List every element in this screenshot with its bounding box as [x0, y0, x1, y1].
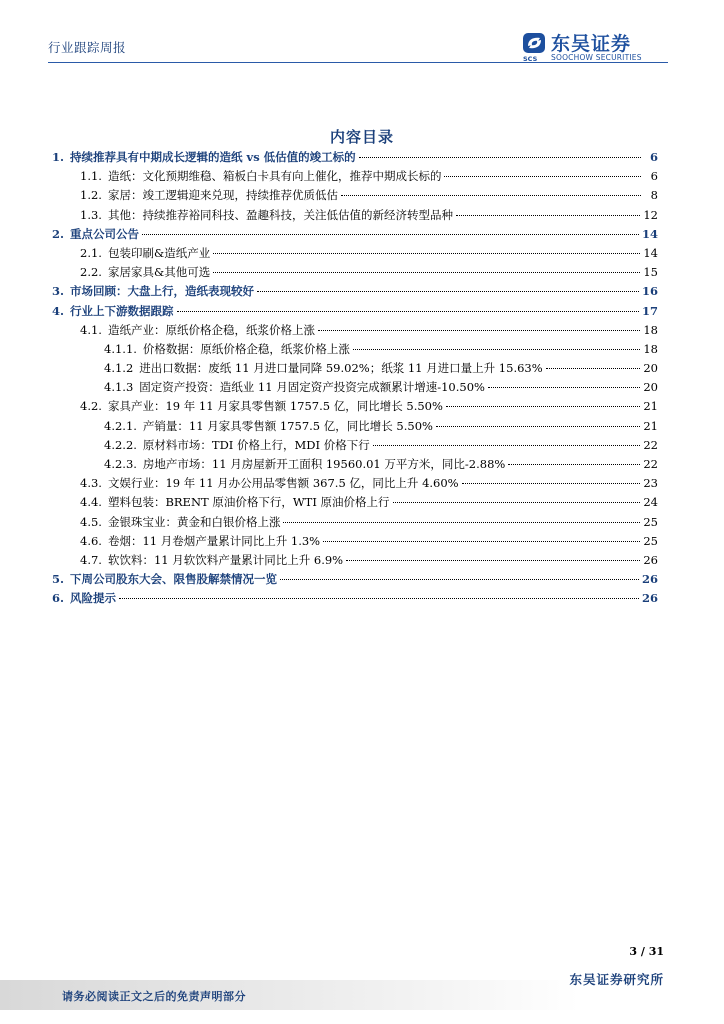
page-number: 3 / 31 [629, 945, 664, 958]
toc-entry[interactable] [48, 417, 658, 436]
toc-entry-title: 市场回顾：大盘上行，造纸表现较好 [70, 284, 255, 299]
toc-entry-page: 12 [643, 207, 658, 222]
toc-entry[interactable] [48, 340, 658, 359]
toc-leader-dots [456, 215, 640, 216]
toc-entry-title: 包装印刷&造纸产业 [107, 245, 211, 260]
toc-entry[interactable] [48, 493, 658, 512]
toc-leader-dots [446, 406, 640, 407]
toc-entry[interactable] [48, 359, 658, 378]
toc-entry-title: 原材料市场：TDI 价格上行，MDI 价格下行 [142, 437, 370, 452]
footer-organization: 东吴证券研究所 [569, 972, 664, 987]
toc-leader-dots [142, 234, 639, 235]
toc-entry-page: 15 [643, 265, 658, 280]
toc-entry-title: 家居：竣工逻辑迎来兑现，持续推荐优质低估 [107, 188, 338, 203]
logo-chinese-name: 东吴证券 [551, 33, 632, 55]
toc-entry[interactable] [48, 378, 658, 397]
toc-entry-number: 4.6. [80, 533, 102, 548]
toc-entry-page: 21 [643, 399, 658, 414]
toc-entry[interactable] [48, 302, 658, 321]
toc-entry[interactable] [48, 225, 658, 244]
toc-entry-number: 1.1. [80, 169, 102, 184]
toc-entry-number: 6. [52, 591, 65, 606]
toc-entry-page: 16 [641, 284, 658, 299]
toc-entry-title: 产销量：11 月家具零售额 1757.5 亿，同比增长 5.50% [142, 418, 433, 433]
toc-entry-page: 23 [643, 476, 658, 491]
toc-entry[interactable] [48, 186, 658, 205]
toc-entry-number: 4.2. [80, 399, 102, 414]
toc-leader-dots [353, 349, 640, 350]
toc-leader-dots [213, 253, 640, 254]
report-type-label: 行业跟踪周报 [48, 40, 127, 55]
footer-disclaimer: 请务必阅读正文之后的免责声明部分 [62, 990, 246, 1003]
toc-entry-page: 8 [650, 188, 658, 203]
toc-entry-title: 卷烟：11 月卷烟产量累计同比上升 1.3% [107, 533, 321, 548]
toc-entry-page: 22 [643, 457, 658, 471]
toc-entry-number: 1.3. [80, 207, 102, 222]
toc-entry-number: 1.2. [80, 188, 102, 203]
toc-entry-title: 房地产市场：11 月房屋新开工面积 19560.01 万平方米，同比-2.88% [142, 457, 506, 471]
toc-entry-page: 18 [643, 322, 658, 337]
toc-entry-number: 4.1. [80, 322, 102, 337]
toc-leader-dots [177, 311, 639, 312]
toc-entry-page: 26 [641, 591, 658, 606]
toc-entry-number: 4.2.3. [104, 457, 137, 471]
toc-entry-page: 24 [643, 495, 658, 510]
toc-entry-number: 4.1.1. [104, 341, 137, 356]
toc-leader-dots [508, 464, 640, 465]
toc-entry[interactable] [48, 455, 658, 474]
toc-title: 内容目录 [329, 128, 394, 146]
toc-entry[interactable] [48, 206, 658, 225]
toc-leader-dots [318, 330, 640, 331]
toc-leader-dots [323, 541, 640, 542]
toc-entry[interactable] [48, 474, 658, 493]
toc-entry-number: 4.2.1. [104, 418, 137, 433]
toc-entry-page: 26 [643, 552, 658, 567]
toc-entry-page: 17 [641, 303, 658, 318]
company-logo [522, 31, 672, 63]
toc-entry-title: 重点公司公告 [70, 226, 140, 241]
toc-entry[interactable] [48, 148, 658, 167]
toc-leader-dots [488, 387, 640, 388]
toc-entry-number: 4.1.3 [104, 380, 134, 395]
toc-entry-title: 行业上下游数据跟踪 [70, 303, 174, 318]
toc-entry-number: 2.1. [80, 245, 102, 260]
toc-entry-title: 家居家具&其他可选 [107, 265, 211, 280]
toc-entry-title: 造纸产业：原纸价格企稳，纸浆价格上涨 [107, 322, 315, 337]
toc-entry-number: 4.1.2 [104, 361, 134, 376]
toc-entry-title: 金银珠宝业：黄金和白银价格上涨 [107, 514, 281, 529]
toc-leader-dots [257, 291, 639, 292]
toc-entry-title: 软饮料：11 月软饮料产量累计同比上升 6.9% [107, 552, 344, 567]
toc-entry-title: 文娱行业：19 年 11 月办公用品零售额 367.5 亿，同比上升 4.60% [107, 476, 459, 491]
toc-entry-page: 14 [643, 245, 658, 260]
toc-leader-dots [444, 176, 641, 177]
toc-entry[interactable] [48, 589, 658, 608]
toc-entry-title: 价格数据：原纸价格企稳，纸浆价格上涨 [142, 341, 350, 356]
toc-entry-title: 家具产业：19 年 11 月家具零售额 1757.5 亿，同比增长 5.50% [107, 399, 443, 414]
logo-mark-icon [522, 31, 548, 55]
toc-entry[interactable] [48, 532, 658, 551]
toc-entry-title: 固定资产投资：造纸业 11 月固定资产投资完成额累计增速-10.50% [139, 380, 485, 395]
toc-leader-dots [462, 483, 641, 484]
toc-leader-dots [283, 522, 640, 523]
toc-entry[interactable] [48, 513, 658, 532]
toc-leader-dots [346, 560, 640, 561]
toc-entry-page: 20 [643, 380, 658, 395]
header-divider [48, 62, 668, 63]
toc-entry-number: 2.2. [80, 265, 102, 280]
toc-entry-number: 3. [52, 284, 65, 299]
toc-leader-dots [119, 598, 639, 599]
toc-entry-title: 风险提示 [70, 591, 117, 606]
toc-entry[interactable] [48, 570, 658, 589]
toc-entry-number: 4.7. [80, 552, 102, 567]
toc-entry-number: 1. [52, 150, 65, 164]
toc-entry-page: 26 [641, 572, 658, 587]
toc-leader-dots [373, 445, 641, 446]
toc-entry-title: 进出口数据：废纸 11 月进口量同降 59.02%；纸浆 11 月进口量上升 15.63% [139, 361, 543, 376]
toc-entry[interactable] [48, 263, 658, 282]
toc-entry[interactable] [48, 551, 658, 570]
toc-entry[interactable] [48, 244, 658, 263]
table-of-contents [48, 148, 658, 609]
toc-leader-dots [546, 368, 641, 369]
toc-entry-number: 4.3. [80, 476, 102, 491]
toc-leader-dots [359, 157, 641, 158]
toc-leader-dots [393, 502, 641, 503]
toc-entry-page: 6 [650, 169, 658, 184]
logo-english-name: SOOCHOW SECURITIES [551, 53, 642, 62]
toc-entry-number: 4.5. [80, 514, 102, 529]
toc-entry[interactable] [48, 282, 658, 301]
toc-entry-number: 2. [52, 226, 65, 241]
toc-entry-number: 5. [52, 572, 65, 587]
toc-entry-page: 25 [643, 533, 658, 548]
toc-entry-title: 造纸：文化预期维稳、箱板白卡具有向上催化，推荐中期成长标的 [107, 169, 442, 184]
toc-entry-title: 持续推荐具有中期成长逻辑的造纸 vs 低估值的竣工标的 [70, 150, 356, 164]
toc-leader-dots [341, 195, 641, 196]
toc-entry-number: 4. [52, 303, 65, 318]
toc-entry[interactable] [48, 397, 658, 416]
toc-entry[interactable] [48, 321, 658, 340]
toc-entry[interactable] [48, 436, 658, 455]
toc-leader-dots [280, 579, 639, 580]
toc-entry-page: 25 [643, 514, 658, 529]
toc-entry-page: 20 [643, 361, 658, 376]
toc-entry-number: 4.4. [80, 495, 102, 510]
toc-entry-page: 21 [643, 418, 658, 433]
toc-entry-title: 其他：持续推荐裕同科技、盈趣科技，关注低估值的新经济转型品种 [107, 207, 453, 222]
toc-entry-number: 4.2.2. [104, 437, 137, 452]
toc-entry-title: 塑料包装：BRENT 原油价格下行，WTI 原油价格上行 [107, 495, 390, 510]
toc-entry-title: 下周公司股东大会、限售股解禁情况一览 [70, 572, 278, 587]
toc-entry-page: 14 [641, 226, 658, 241]
toc-leader-dots [436, 426, 640, 427]
toc-leader-dots [213, 272, 640, 273]
toc-entry[interactable] [48, 167, 658, 186]
toc-entry-page: 22 [643, 437, 658, 452]
toc-entry-page: 6 [649, 150, 658, 164]
toc-entry-page: 18 [643, 341, 658, 356]
logo-abbreviation: SCS [523, 55, 538, 63]
